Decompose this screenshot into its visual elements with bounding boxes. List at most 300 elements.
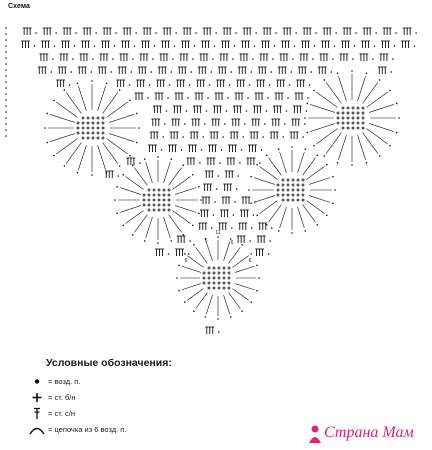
spoke-line [280,207,287,228]
spoke-line [268,205,281,223]
chain-symbol [351,164,353,166]
chain-symbol [213,214,215,216]
spoke-line [363,82,378,103]
chain-symbol [134,45,136,47]
chain-symbol [5,111,7,113]
spoke-line [316,92,337,107]
chain-symbol [278,148,280,150]
chain-symbol [5,27,7,29]
chain-symbol [5,87,7,89]
spoke-line [298,207,305,228]
chain-symbol [250,71,252,73]
chain-symbol [302,136,304,138]
legend [28,357,288,439]
chain-symbol [205,316,207,318]
chain-symbol [316,224,318,226]
spoke-line [175,206,196,213]
chain-symbol [5,129,7,131]
spoke-line [309,178,330,185]
spoke-line [187,289,203,301]
spoke-line [173,176,191,189]
chain-symbol [267,97,269,99]
chain-symbol [129,155,131,157]
spoke-line [196,293,208,309]
chain-symbol [174,45,176,47]
chain-symbol [168,253,170,255]
spoke-line [196,247,208,263]
legend-text: = цепочка из 6 возд. п. [48,425,127,434]
chain-symbol [235,32,237,34]
chain-symbol [253,214,255,216]
chain-symbol [5,33,7,35]
chain-symbol [291,232,293,234]
chain-symbol [5,123,7,125]
chain-symbol [290,71,292,73]
spoke-line [233,256,249,268]
chain-symbol [112,58,114,60]
chain-symbol [72,58,74,60]
spoke-line [268,158,281,176]
chain-symbol [94,45,96,47]
chain-symbol [330,71,332,73]
chain-symbol [252,58,254,60]
chain-symbol [270,71,272,73]
chain-symbol [313,145,315,147]
chain-symbol [256,265,258,267]
chain-symbol [332,58,334,60]
chain-symbol [264,123,266,125]
chain-symbol [227,97,229,99]
spoke-line [66,92,81,113]
chain-symbol [192,174,194,176]
chain-symbol [209,84,211,86]
spoke-line [120,206,141,213]
chain-symbol [247,97,249,99]
chain-symbol [256,290,258,292]
spoke-line [173,211,191,224]
repeat-count-label: 6 [184,258,188,264]
spoke-line [254,196,275,203]
spoke-line [338,135,346,160]
chain-symbol [389,90,391,92]
chain-symbol [122,224,124,226]
chain-symbol [122,174,124,176]
chain-symbol [136,142,138,144]
strana-mam-logo-icon [306,424,324,444]
chain-symbol [192,224,194,226]
chain-symbol [352,58,354,60]
chain-symbol [175,32,177,34]
chain-symbol [266,154,268,156]
chain-symbol [268,253,270,255]
chain-symbol [5,81,7,83]
chain-symbol [150,71,152,73]
spoke-line [303,205,316,223]
chain-symbol [119,89,121,91]
chain-symbol [187,97,189,99]
chain-symbol [287,97,289,99]
spoke-line [107,102,128,117]
spoke-line [146,217,153,238]
chain-symbol [269,240,271,242]
chain-symbol [251,227,253,229]
plus-icon [28,391,46,404]
chain-symbol [74,45,76,47]
spoke-line [358,135,366,160]
spoke-line [224,295,230,314]
chain-symbol [202,136,204,138]
chain-symbol [354,45,356,47]
spoke-line [229,293,241,309]
chain-symbol [231,227,233,229]
spoke-line [169,215,182,233]
chain-symbol [214,201,216,203]
chain-symbol [116,212,118,214]
chain-symbol [184,123,186,125]
chain-symbol [5,63,7,65]
chain-symbol [239,162,241,164]
chain-symbol [234,201,236,203]
chain-symbol [211,227,213,229]
spoke-line [184,256,203,268]
chain-symbol [5,45,7,47]
chain-symbol [272,58,274,60]
legend-text: = ст. б/н [48,393,76,402]
chain-symbol [77,83,79,85]
chain-symbol [178,265,180,267]
chain-symbol [332,202,334,204]
chain-symbol [250,202,252,204]
chain-symbol [5,75,7,77]
chain-symbol [396,132,398,134]
spoke-line [310,124,335,132]
chain-symbol [5,69,7,71]
chain-symbol [274,45,276,47]
chain-symbol [132,164,134,166]
chain-symbol [366,162,368,164]
chain-symbol [262,136,264,138]
chain-symbol [292,58,294,60]
spoke-line [303,158,316,176]
chain-symbol [215,32,217,34]
spoke-line [254,178,275,185]
chain-symbol [398,117,400,119]
chain-symbol [161,149,163,151]
chain-symbol [355,32,357,34]
chain-symbol [172,58,174,60]
chain-symbol [114,199,116,201]
chain-symbol [157,242,159,244]
chain-symbol [54,45,56,47]
spoke-line [107,139,128,154]
chain-symbol [266,224,268,226]
chain-symbol [309,84,311,86]
chain-symbol [77,172,79,174]
chain-symbol [152,58,154,60]
chain-symbol [230,71,232,73]
legend-item-chain [28,375,288,388]
spoke-line [310,104,335,112]
chain-symbol [47,142,49,144]
chain-symbol [334,45,336,47]
chain-symbol [64,89,66,91]
chain-symbol [95,32,97,34]
chain-symbol [207,97,209,99]
chain-symbol [5,93,7,95]
chain-symbol [217,175,219,177]
chain-symbol [395,32,397,34]
spoke-line [369,124,394,132]
chain-symbol [289,84,291,86]
chain-symbol [242,136,244,138]
spoke-line [307,166,325,179]
chain-symbol [129,84,131,86]
chain-symbol [5,117,7,119]
chain-symbol [136,113,138,115]
chain-symbol [250,176,252,178]
spoke-line [182,266,201,272]
chain-symbol [210,71,212,73]
chain-symbol [106,172,108,174]
spoke-line [363,133,378,154]
spoke-line [169,168,182,186]
chain-symbol [149,84,151,86]
chain-symbol [307,103,309,105]
spoke-line [229,247,241,263]
chain-symbol [249,240,251,242]
chain-symbol [295,32,297,34]
repeat-count-label: 6 [204,238,208,244]
spoke-line [98,86,106,111]
chain-symbol [115,32,117,34]
chain-symbol [182,164,184,166]
spoke-line [120,188,141,195]
chain-symbol [304,230,306,232]
chain-symbol [224,123,226,125]
chain-symbol [53,155,55,157]
chain-symbol [5,39,7,41]
chain-symbol [117,175,119,177]
chain-symbol [44,127,46,129]
chain-symbol [261,149,263,151]
chain-symbol [157,156,159,158]
chain-symbol [337,73,339,75]
chain-symbol [188,253,190,255]
chain-symbol [154,45,156,47]
chain-symbol [167,97,169,99]
chain-symbol [5,51,7,53]
spoke-line [298,152,305,173]
chain-symbol [138,127,140,129]
chain-symbol [304,148,306,150]
spoke-line [260,201,278,214]
chain-symbol [132,58,134,60]
chain-symbol [184,253,186,255]
spoke-line [78,145,86,170]
legend-item-single-crochet [28,391,288,404]
chain-symbol [198,212,200,214]
chain-symbol [144,240,146,242]
chain-symbol [34,45,36,47]
chain-symbol [110,71,112,73]
spoke-line [235,284,254,290]
spoke-line [182,284,201,290]
spoke-line [358,76,366,101]
chain-symbol [326,214,328,216]
chain-symbol [116,186,118,188]
chain-symbol [389,145,391,147]
chain-symbol [269,84,271,86]
chain-symbol [5,105,7,107]
chain-symbol [189,84,191,86]
chart-title: Схема [8,3,31,10]
spoke-line [326,82,341,103]
repeat-count-label: 6 [248,258,252,264]
chain-symbol [394,45,396,47]
chain-symbol [312,58,314,60]
spoke-line [260,166,278,179]
chain-symbol [250,253,252,255]
chain-symbol [332,176,334,178]
chain-symbol [218,331,220,333]
chain-symbol [310,71,312,73]
chain-symbol [256,214,258,216]
chain-symbol [91,174,93,176]
spoke-line [367,129,388,144]
spoke-line [206,242,212,261]
chain-symbol [316,154,318,156]
chain-symbol [178,290,180,292]
chain-symbol [255,32,257,34]
chain-symbol [278,230,280,232]
chain-symbol [232,58,234,60]
chain-symbol [249,84,251,86]
spoke-line [134,215,147,233]
spoke-line [235,266,254,272]
chain-symbol [275,32,277,34]
chain-symbol [212,58,214,60]
chain-symbol [198,186,200,188]
chain-symbol [246,110,248,112]
chain-symbol [217,318,219,320]
chain-symbol [193,310,195,312]
chain-symbol [366,73,368,75]
chain-symbol [222,136,224,138]
chain-symbol [130,71,132,73]
spoke-line [338,76,346,101]
chain-symbol [147,97,149,99]
chain-symbol [307,132,309,134]
chain-symbol [258,277,260,279]
spoke-line [164,162,171,183]
chain-symbol [5,57,7,59]
arc-icon [28,423,46,436]
chain-symbol [50,71,52,73]
chain-symbol [214,45,216,47]
spoke-line [126,176,144,189]
chain-symbol [170,71,172,73]
spoke-line [134,168,147,186]
chain-symbol [53,100,55,102]
spoke-line [175,188,196,195]
chain-symbol [324,79,326,81]
chain-symbol [55,32,57,34]
chain-symbol [139,162,141,164]
stitch-layer [5,27,417,334]
chain-symbol [392,58,394,60]
chain-symbol [216,188,218,190]
spoke-line [56,102,77,117]
spoke-line [78,86,86,111]
chain-symbol [190,71,192,73]
spoke-line [309,196,330,203]
chain-symbol [390,71,392,73]
chain-symbol [189,240,191,242]
chain-symbol [282,136,284,138]
chain-symbol [313,90,315,92]
spoke-line [164,217,171,238]
chain-symbol [241,244,243,246]
chain-symbol [396,103,398,105]
spoke-line [146,162,153,183]
watermark-text: Страна Мам [324,424,414,441]
chain-symbol [64,165,66,167]
chain-symbol [314,45,316,47]
spoke-line [367,92,388,107]
chain-symbol [351,70,353,72]
chain-symbol [164,123,166,125]
chain-symbol [170,240,172,242]
chain-symbol [226,110,228,112]
chain-symbol [379,155,381,157]
spoke-line [224,242,230,261]
chain-symbol [304,117,306,119]
chain-symbol [90,71,92,73]
chain-symbol [119,165,121,167]
legend-text: = ст. с/н [48,409,75,418]
chain-symbol [324,155,326,157]
chain-symbol [304,123,306,125]
chain-symbol [106,83,108,85]
chain-symbol [176,277,178,279]
spoke-line [316,129,337,144]
spoke-line [98,145,106,170]
chain-symbol [307,97,309,99]
chain-symbol [135,32,137,34]
chain-symbol [326,164,328,166]
legend-item-double-crochet [28,407,288,420]
spoke-line [280,152,287,173]
spoke-line [233,289,249,301]
chain-symbol [114,45,116,47]
chain-symbol [294,45,296,47]
chain-symbol [5,99,7,101]
chain-symbol [286,110,288,112]
chain-symbol [306,110,308,112]
chain-symbol [250,301,252,303]
chain-symbol [259,162,261,164]
chain-symbol [334,189,336,191]
chain-symbol [199,162,201,164]
round-count-label: 11 [215,230,221,236]
chain-symbol [414,45,416,47]
chain-symbol [230,316,232,318]
dot-icon [28,375,46,388]
chain-symbol [195,32,197,34]
chain-symbol [248,189,250,191]
chain-symbol [47,113,49,115]
chain-symbol [337,162,339,164]
